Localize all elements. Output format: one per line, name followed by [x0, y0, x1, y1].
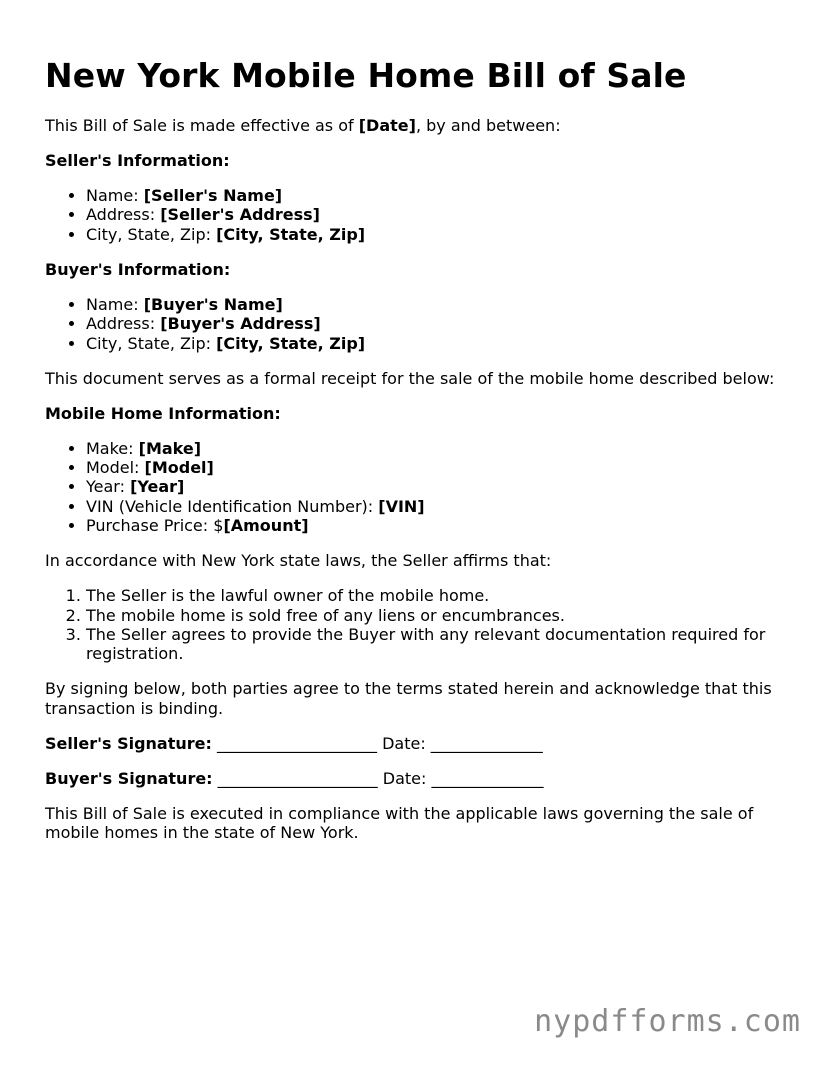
buyer-info-list	[45, 295, 785, 353]
affirm-paragraph: In accordance with New York state laws, the Seller affirms that:	[45, 551, 552, 571]
model-label: Model:	[86, 458, 145, 478]
seller-signature-line: ____________________ Date: ______________	[211, 733, 543, 753]
buyer-signature-line: ____________________ Date: ______________	[212, 768, 544, 788]
intro-paragraph	[45, 116, 785, 135]
seller-address-placeholder: [Seller's Address]	[160, 205, 320, 225]
seller-name-label: Name:	[86, 186, 144, 205]
year-label: Year:	[86, 477, 131, 497]
intro-prefix: This Bill of Sale is made effective as of	[45, 116, 359, 135]
make-label: Make:	[86, 438, 139, 458]
affirmations-list	[45, 586, 785, 664]
document-title: New York Mobile Home Bill of Sale	[45, 56, 687, 95]
list-item: 3. The Seller agrees to provide the Buyer with any relevant documentation required for registration.	[86, 625, 785, 664]
buyer-name-placeholder: [Buyer's Name]	[143, 294, 283, 314]
buyer-signature-label: Buyer's Signature:	[45, 768, 213, 788]
buyer-address-label: Address:	[86, 314, 161, 334]
buyer-info-heading: Buyer's Information:	[45, 259, 231, 279]
seller-city-placeholder: [City, State, Zip]	[216, 224, 366, 244]
list-item	[86, 186, 785, 205]
intro-suffix: , by and between:	[415, 116, 561, 135]
vin-label: VIN (Vehicle Identification Number):	[86, 496, 379, 516]
list-item	[86, 458, 785, 477]
list-item	[86, 295, 785, 314]
list-item	[86, 314, 785, 333]
make-placeholder: [Make]	[138, 438, 202, 458]
agreement-paragraph: By signing below, both parties agree to the terms stated herein and acknowledge that this transaction is binding.	[45, 679, 772, 718]
seller-city-label: City, State, Zip:	[86, 224, 217, 244]
mobile-home-info-list	[45, 439, 785, 536]
list-item	[86, 516, 785, 535]
purchase-price-placeholder: [Amount]	[223, 516, 309, 536]
list-item	[86, 334, 785, 353]
date-placeholder: [Date]	[358, 116, 416, 135]
compliance-paragraph: This Bill of Sale is executed in compliance with the applicable laws governing the sale of mobile homes in the state of New York.	[45, 803, 754, 843]
buyer-signature-row	[45, 769, 785, 788]
list-item	[86, 205, 785, 224]
model-placeholder: [Model]	[144, 458, 214, 478]
buyer-city-placeholder: [City, State, Zip]	[216, 333, 366, 353]
buyer-address-placeholder: [Buyer's Address]	[160, 314, 321, 334]
seller-signature-row	[45, 734, 785, 753]
vin-placeholder: [VIN]	[378, 496, 425, 516]
list-item	[86, 439, 785, 458]
seller-info-list	[45, 186, 785, 244]
year-placeholder: [Year]	[130, 477, 185, 497]
list-item	[86, 225, 785, 244]
seller-info-heading: Seller's Information:	[45, 151, 230, 170]
list-item: 1. The Seller is the lawful owner of the mobile home.	[86, 586, 785, 605]
buyer-city-label: City, State, Zip:	[86, 333, 217, 353]
mobile-home-info-heading: Mobile Home Information:	[45, 403, 281, 423]
buyer-name-label: Name:	[86, 294, 144, 314]
list-item	[86, 477, 785, 496]
site-watermark: nypdfforms.com	[534, 1004, 801, 1039]
receipt-paragraph: This document serves as a formal receipt for the sale of the mobile home described below:	[45, 368, 775, 388]
list-item: 2. The mobile home is sold free of any liens or encumbrances.	[86, 606, 785, 625]
seller-address-label: Address:	[86, 205, 161, 225]
document-page	[45, 52, 785, 858]
seller-signature-label: Seller's Signature:	[45, 733, 212, 753]
purchase-price-label: Purchase Price: $	[86, 516, 224, 536]
list-item	[86, 497, 785, 516]
seller-name-placeholder: [Seller's Name]	[143, 186, 283, 205]
